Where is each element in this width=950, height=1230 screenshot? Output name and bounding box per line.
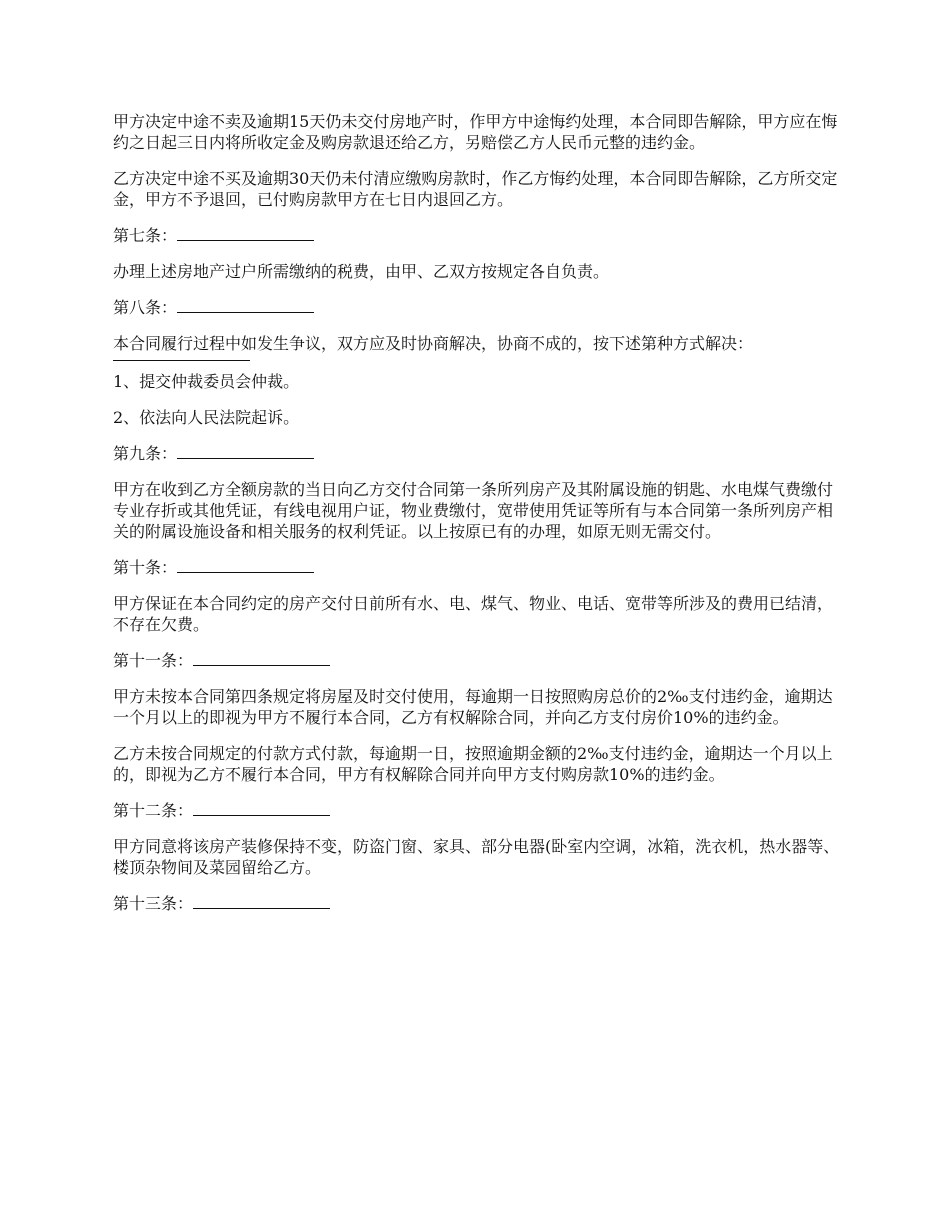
clause-7-heading [113, 225, 840, 246]
paragraph-taxes: 办理上述房地产过户所需缴纳的税费，由甲、乙双方按规定各自负责。 [113, 262, 610, 281]
clause-11-heading [113, 650, 840, 671]
clause-11-label: 第十一条： [113, 651, 194, 670]
paragraph-handover: 甲方在收到乙方全额房款的当日向乙方交付合同第一条所列房产及其附属设施的钥匙、水电煤气费缴付专业存折或其他凭证，有线电视用户证，物业费缴付，宽带使用凭证等所有与本合同第一条所列房产相关的附属设施设备和相关服务的权利凭证。以上按原已有的办理，如原无则无需交付。 [113, 480, 834, 541]
paragraph-buyer-late: 乙方未按合同规定的付款方式付款，每逾期一日，按照逾期金额的2‰支付违约金，逾期达一个月以上的，即视为乙方不履行本合同，甲方有权解除合同并向甲方支付购房款10%的违约金。 [113, 744, 833, 784]
clause-12-label: 第十二条： [113, 801, 194, 820]
paragraph-fees-settled: 甲方保证在本合同约定的房产交付日前所有水、电、煤气、物业、电话、宽带等所涉及的费用已结清，不存在欠费。 [113, 594, 834, 634]
clause-10-blank [177, 558, 314, 573]
paragraph-litigation: 2、依法向人民法院起诉。 [113, 408, 300, 427]
document-page [113, 111, 840, 929]
clause-8-label: 第八条： [113, 298, 178, 317]
paragraph-dispute-text: 本合同履行过程中如发生争议，双方应及时协商解决，协商不成的，按下述第种方式解决： [113, 334, 754, 353]
clause-13-label: 第十三条： [113, 894, 194, 913]
clause-12-heading [113, 800, 840, 821]
clause-13-blank [193, 894, 330, 909]
clause-9-heading [113, 443, 840, 464]
paragraph-furnishings: 甲方同意将该房产装修保持不变，防盗门窗、家具、部分电器(卧室内空调，冰箱，洗衣机，热水器等、楼顶杂物间及菜园留给乙方。 [113, 837, 840, 877]
clause-12-blank [193, 801, 330, 816]
clause-8-blank [177, 298, 314, 313]
paragraph-arbitration: 1、提交仲裁委员会仲裁。 [113, 372, 300, 391]
clause-9-blank [177, 444, 314, 459]
dispute-method-blank [113, 354, 250, 361]
clause-9-label: 第九条： [113, 444, 178, 463]
clause-10-label: 第十条： [113, 558, 178, 577]
clause-10-heading [113, 557, 840, 578]
paragraph-buyer-breach: 乙方决定中途不买及逾期30天仍未付清应缴购房款时，作乙方悔约处理，本合同即告解除，乙方所交定金，甲方不予退回，已付购房款甲方在七日内退回乙方。 [113, 169, 838, 209]
clause-7-blank [177, 226, 314, 241]
clause-11-blank [193, 651, 330, 666]
clause-7-label: 第七条： [113, 226, 178, 245]
clause-13-heading [113, 893, 840, 914]
clause-8-heading [113, 297, 840, 318]
paragraph-seller-breach: 甲方决定中途不卖及逾期15天仍未交付房地产时，作甲方中途悔约处理，本合同即告解除，甲方应在悔约之日起三日内将所收定金及购房款退还给乙方，另赔偿乙方人民币元整的违约金。 [113, 112, 838, 152]
paragraph-seller-late: 甲方未按本合同第四条规定将房屋及时交付使用，每逾期一日按照购房总价的2‰支付违约金，逾期达一个月以上的即视为甲方不履行本合同，乙方有权解除合同，并向乙方支付房价10%的违约金。 [113, 687, 833, 727]
paragraph-dispute [113, 333, 840, 361]
